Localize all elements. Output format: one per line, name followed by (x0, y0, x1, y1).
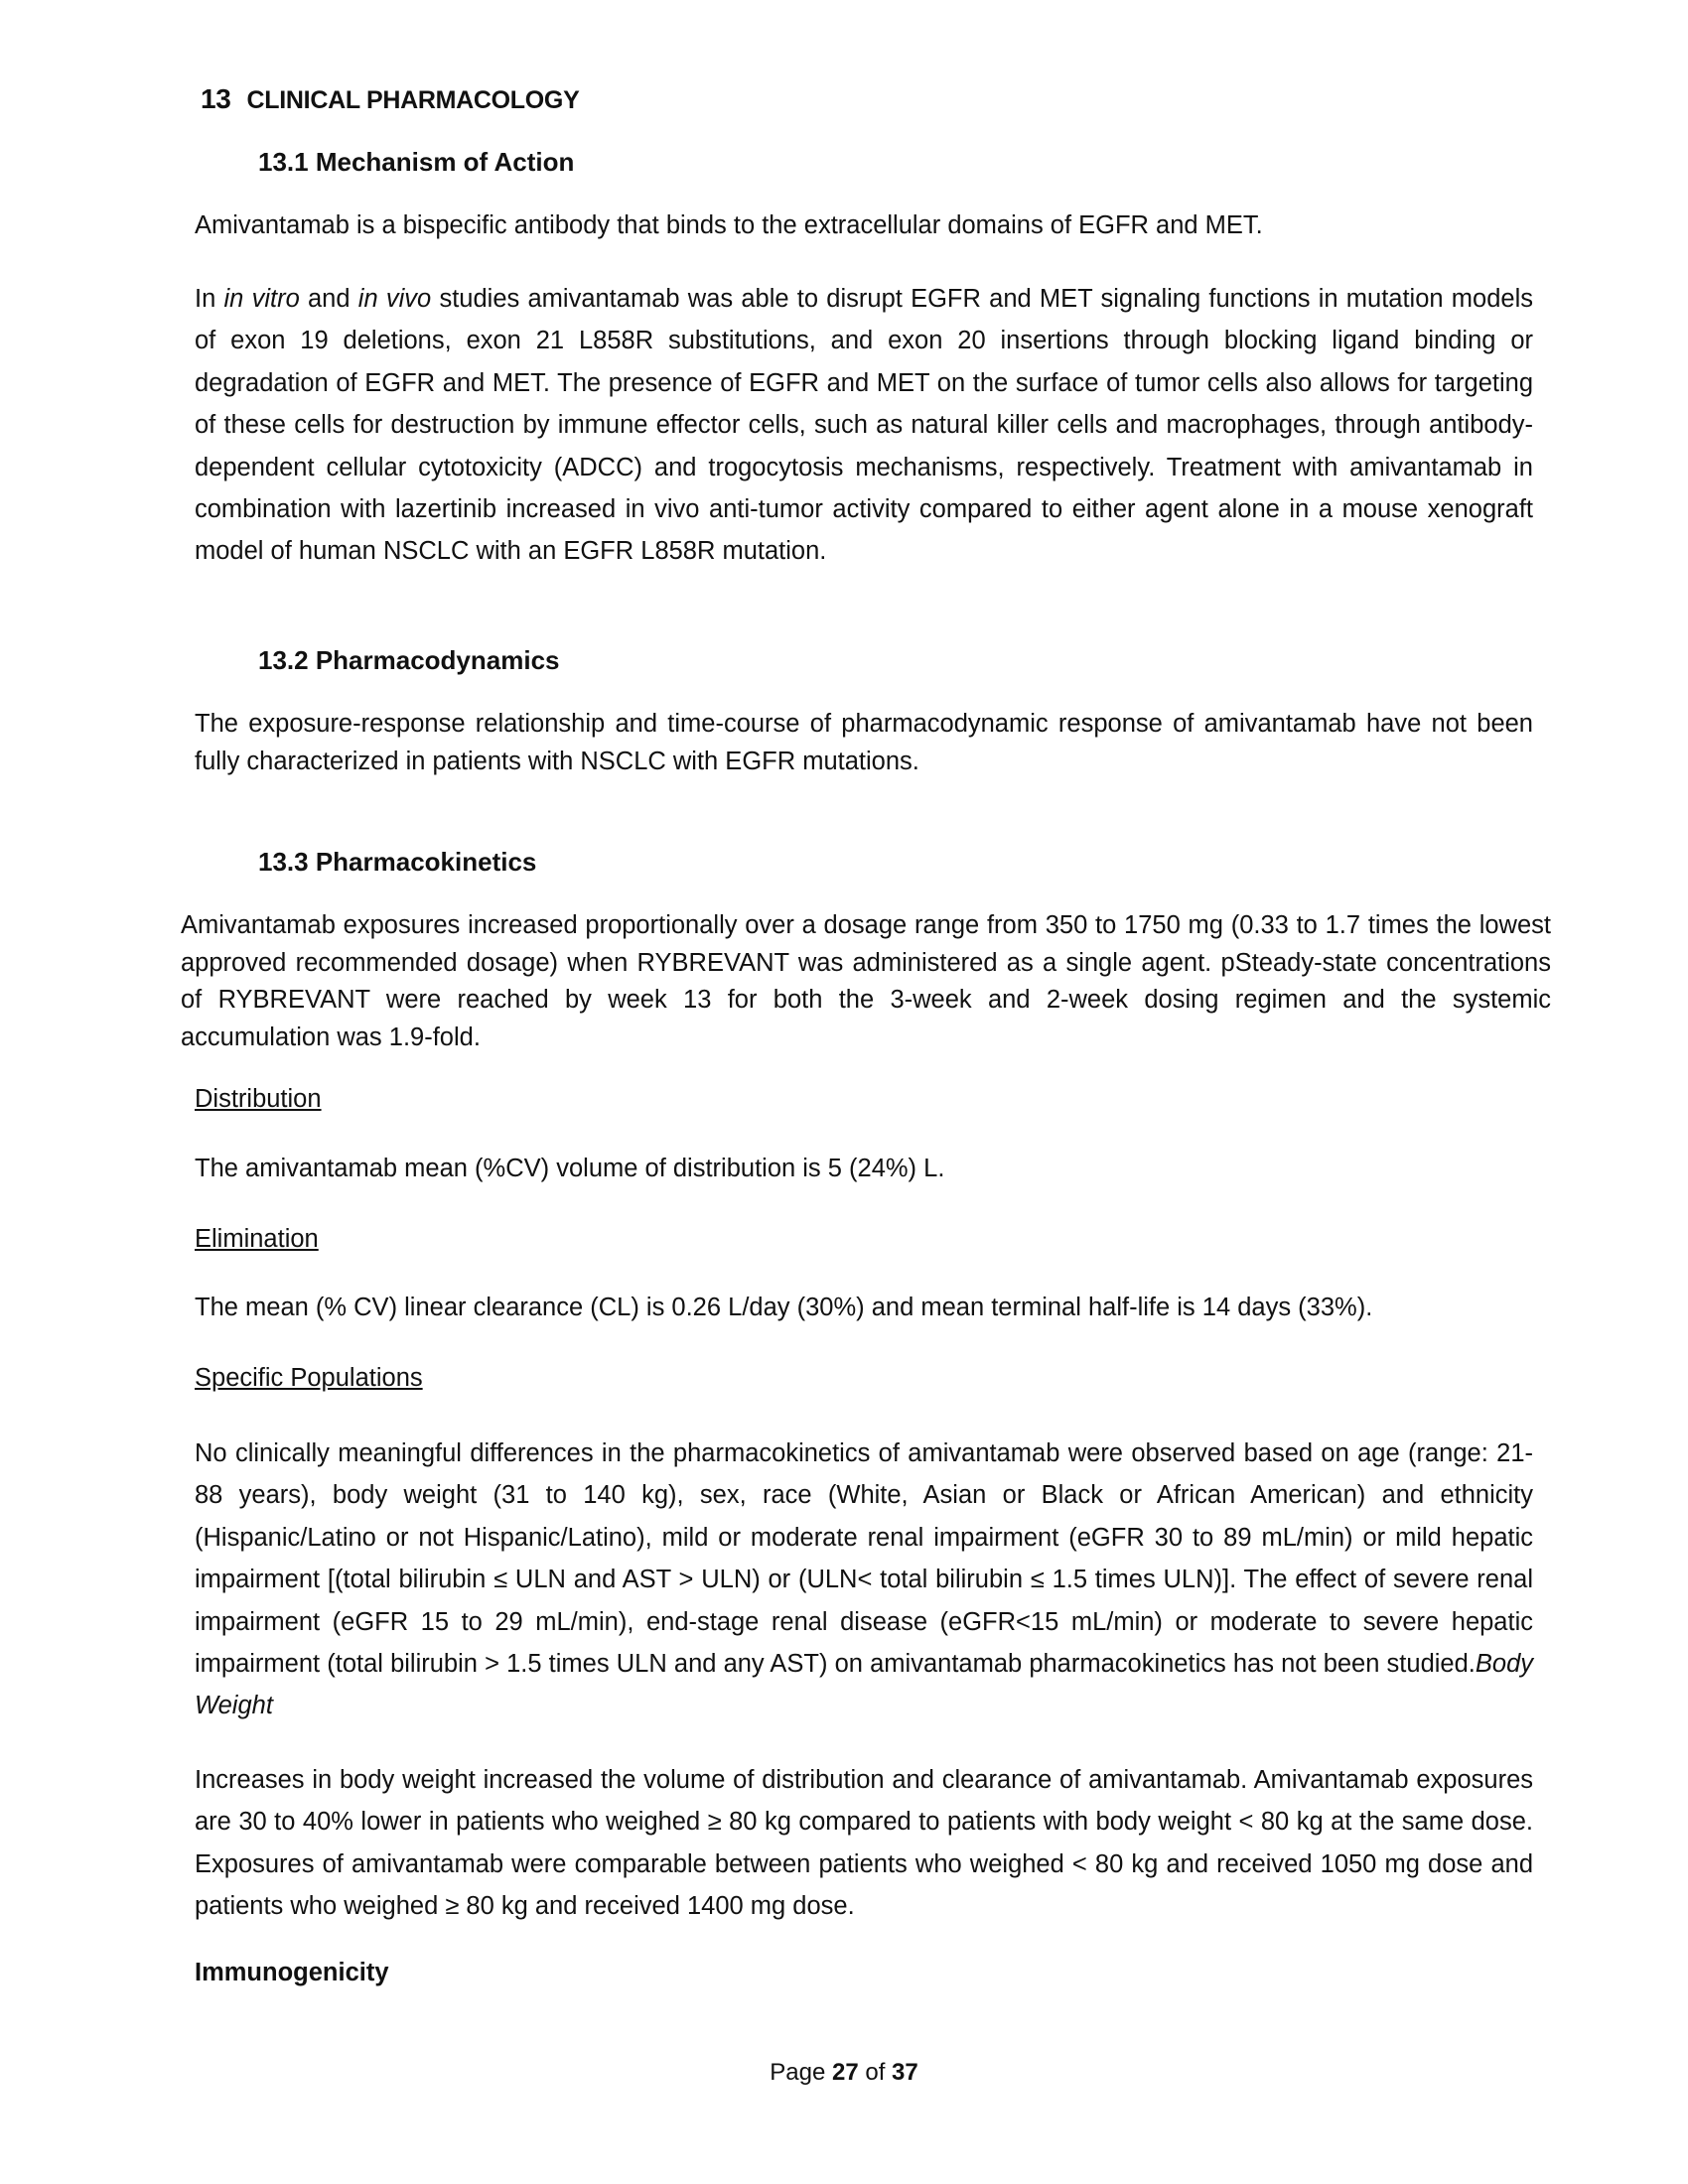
elimination-text: The mean (% CV) linear clearance (CL) is 0.26 L/day (30%) and mean terminal half-life is 14 days (33%). (195, 1294, 1373, 1321)
text-span: In (195, 285, 224, 313)
total-page-count: 37 (892, 2059, 918, 2086)
subsection-heading-13-1: 13.1 Mechanism of Action (258, 147, 575, 177)
section-title-text: CLINICAL PHARMACOLOGY (246, 86, 580, 114)
text-span: and (299, 285, 358, 313)
pharmacokinetics-paragraph: Amivantamab exposures increased proportionally over a dosage range from 350 to 1750 mg (0.33 to 1.7 times the lowest approved recommended dosage) when RYBREVANT was administered as a single agent. pSteady-state concentrations of RYBREVANT were reached by week 13 for both the 3-week and 2-week dosing regimen and the systemic accumulation was 1.9-fold. (181, 911, 1551, 1051)
distribution-text: The amivantamab mean (%CV) volume of distribution is 5 (24%) L. (195, 1155, 945, 1182)
mechanism-paragraph-2 (195, 278, 1533, 573)
mechanism-paragraph-1: Amivantamab is a bispecific antibody that binds to the extracellular domains of EGFR and MET. (195, 211, 1263, 239)
italic-in-vitro: in vitro (223, 285, 300, 313)
footer-prefix: Page (770, 2059, 832, 2086)
italic-in-vivo: in vivo (357, 285, 432, 313)
text-span: studies amivantamab was able to disrupt EGFR and MET signaling functions in mutation models of exon 19 deletions, exon 21 L858R substitutions, and exon 20 insertions through blocking ligand binding or degradation of EGFR and MET. The presence of EGFR and MET on the surface of tumor cells also allows for targeting of these cells for destruction by immune effector cells, such as natural killer cells and macrophages, through antibody-dependent cellular cytotoxicity (ADCC) and trogocytosis mechanisms, respectively. Treatment with amivantamab in combination with lazertinib increased in vivo anti-tumor activity compared to either agent alone in a mouse xenograft model of human NSCLC with an EGFR L858R mutation. (195, 285, 1534, 566)
subsection-heading-13-2: 13.2 Pharmacodynamics (258, 645, 560, 675)
body-weight-heading: Body Weight (195, 1650, 1533, 1720)
immunogenicity-heading: Immunogenicity (195, 1959, 389, 1986)
specific-populations-text (195, 1433, 1533, 1727)
current-page-number: 27 (831, 2059, 859, 2086)
elimination-heading: Elimination (195, 1225, 319, 1253)
section-title (201, 83, 579, 115)
body-weight-text: Increases in body weight increased the volume of distribution and clearance of amivantamab. Amivantamab exposures are 30 to 40% lower in patients who weighed ≥ 80 kg compared to patients with body weight < 80 kg at the same dose. Exposures of amivantamab were comparable between patients who weighed < 80 kg and received 1050 mg dose and patients who weighed ≥ 80 kg and received 1400 mg dose. (195, 1766, 1533, 1921)
section-number: 13 (201, 83, 231, 114)
footer-of: of (858, 2059, 893, 2086)
subsection-heading-13-3: 13.3 Pharmacokinetics (258, 847, 537, 877)
text-span: No clinically meaningful differences in the pharmacokinetics of amivantamab were observed based on age (range: 21-88 years), body weight (31 to 140 kg), sex, race (White, Asian or Black or African American) and ethnicity (Hispanic/Latino or not Hispanic/Latino), mild or moderate renal impairment (eGFR 30 to 89 mL/min) or mild hepatic impairment [(total bilirubin ≤ ULN and AST > ULN) or (ULN< total bilirubin ≤ 1.5 times ULN)]. The effect of severe renal impairment (eGFR 15 to 29 mL/min), end-stage renal disease (eGFR<15 mL/min) or moderate to severe hepatic impairment (total bilirubin > 1.5 times ULN and any AST) on amivantamab pharmacokinetics has not been studied. (195, 1439, 1533, 1679)
page-footer (0, 2059, 1688, 2087)
distribution-heading: Distribution (195, 1085, 322, 1113)
pharmacodynamics-paragraph: The exposure-response relationship and time-course of pharmacodynamic response of amivantamab have not been fully characterized in patients with NSCLC with EGFR mutations. (195, 710, 1533, 775)
specific-populations-heading: Specific Populations (195, 1364, 423, 1392)
